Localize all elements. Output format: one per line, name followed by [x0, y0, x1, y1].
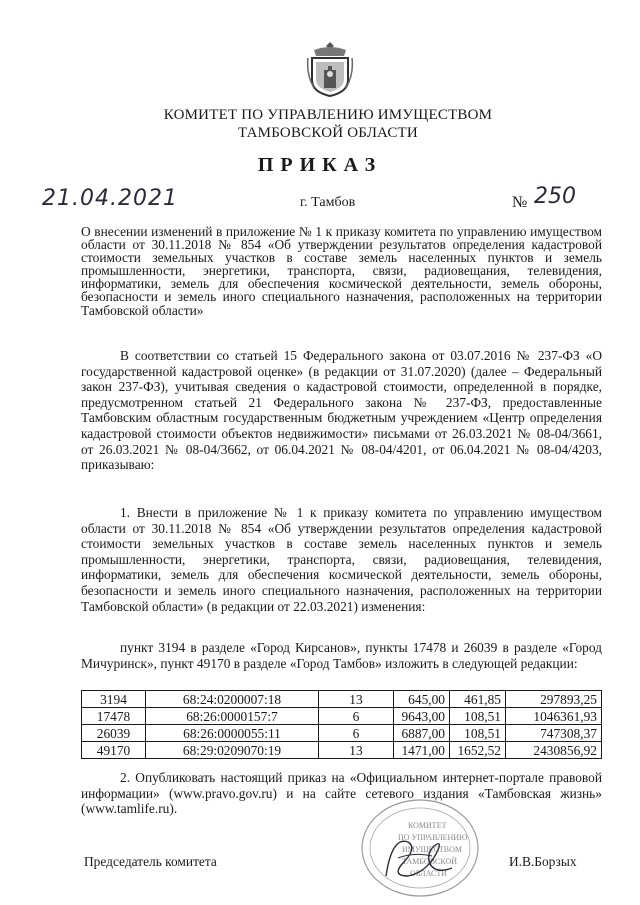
city: г. Тамбов: [300, 195, 356, 210]
table-cell: 68:29:0209070:19: [146, 742, 319, 759]
item-2-paragraph: 2. Опубликовать настоящий приказ на «Официальном интернет-портале правовой информации» (www.pravo.gov.ru) и на сайте сетевого издания «Тамбовская жизнь» (www.tamlife.ru).: [81, 770, 602, 817]
table-cell: 3194: [82, 691, 146, 708]
number-label: №: [512, 194, 528, 211]
table-cell: 26039: [82, 725, 146, 742]
table-row: [82, 742, 602, 759]
organization-name: КОМИТЕТ ПО УПРАВЛЕНИЮ ИМУЩЕСТВОМ: [163, 107, 493, 123]
table-cell: 68:24:0200007:18: [146, 691, 319, 708]
handwritten-date: 21.04.2021: [42, 186, 178, 211]
table-cell: 1471,00: [394, 742, 450, 759]
table-cell: 6: [319, 708, 394, 725]
item-1-paragraph: 1. Внести в приложение № 1 к приказу комитета по управлению имуществом области от 30.11.2018 № 854 «Об утверждении результатов определения кадастровой стоимости земельных участков в составе земель населенных пунктов и земель промышленности, энергетики, транспорта, связи, радиовещания, телевидения, информатики, земель для обеспечения космической деятельности, земель обороны, безопасности и земель иного специального назначения, расположенных на территории Тамбовской области» (в редакции от 22.03.2021) изменения:: [81, 505, 602, 614]
table-cell: 17478: [82, 708, 146, 725]
table-cell: 2430856,92: [506, 742, 602, 759]
table-cell: 49170: [82, 742, 146, 759]
table-cell: 9643,00: [394, 708, 450, 725]
preamble-section: [81, 348, 602, 473]
document-type-title: ПРИКАЗ: [257, 154, 383, 176]
official-seal-stamp: [358, 798, 482, 900]
cadastral-value-table: [81, 690, 602, 759]
item-1-section: [81, 505, 602, 614]
table-row: [82, 725, 602, 742]
table-cell: 747308,37: [506, 725, 602, 742]
svg-text:КОМИТЕТ: КОМИТЕТ: [408, 821, 447, 830]
svg-text:ТАМБОВСКОЙ: ТАМБОВСКОЙ: [402, 857, 458, 866]
preamble-paragraph: В соответствии со статьей 15 Федерального закона от 03.07.2016 № 237-ФЗ «О государственной кадастровой оценке» (в редакции от 31.07.2020) (далее – Федеральный закон 237-ФЗ), учитывая сведения о кадастровой стоимости, определенной в порядке, предусмотренном статьей 21 Федерального закона № 237-ФЗ, предоставленные Тамбовским областным государственным бюджетным учреждением «Центр определения кадастровой стоимости объектов недвижимости» письмами от 26.03.2021 № 08-04/3661, от 26.03.2021 № 08-04/3662, от 06.04.2021 № 08-04/4201, от 06.04.2021 № 08-04/4203, приказываю:: [81, 348, 602, 473]
signatory-name: И.В.Борзых: [509, 854, 577, 869]
table-row: [82, 691, 602, 708]
item-1-detail-paragraph: пункт 3194 в разделе «Город Кирсанов», пункты 17478 и 26039 в разделе «Город Мичуринск», пункт 49170 в разделе «Город Тамбов» изложить в следующей редакции:: [81, 640, 602, 671]
organization-region: ТАМБОВСКОЙ ОБЛАСТИ: [238, 125, 418, 141]
order-subject: О внесении изменений в приложение № 1 к приказу комитета по управлению имуществом области от 30.11.2018 № 854 «Об утверждении результатов определения кадастровой стоимости земельных участков в составе земель населенных пунктов и земель промышленности, энергетики, транспорта, связи, радиовещания, телевидения, информатики, земель для обеспечения космической деятельности, земель обороны, безопасности и земель иного специального назначения, расположенных на территории Тамбовской области»: [81, 224, 602, 318]
table-cell: 68:26:0000157:7: [146, 708, 319, 725]
table-cell: 6887,00: [394, 725, 450, 742]
table-cell: 108,51: [450, 708, 506, 725]
handwritten-number: 250: [534, 184, 576, 209]
table-cell: 13: [319, 691, 394, 708]
coat-of-arms-emblem: [306, 40, 354, 98]
table-cell: 461,85: [450, 691, 506, 708]
table-cell: 68:26:0000055:11: [146, 725, 319, 742]
svg-text:ОБЛАСТИ: ОБЛАСТИ: [410, 869, 447, 878]
item-1-detail-section: [81, 640, 602, 671]
table-cell: 13: [319, 742, 394, 759]
svg-text:ПО УПРАВЛЕНИЮ: ПО УПРАВЛЕНИЮ: [398, 833, 468, 842]
table-cell: 108,51: [450, 725, 506, 742]
item-2-section: [81, 770, 602, 817]
table-cell: 1046361,93: [506, 708, 602, 725]
table-cell: 6: [319, 725, 394, 742]
table-cell: 645,00: [394, 691, 450, 708]
table-cell: 1652,52: [450, 742, 506, 759]
svg-text:ИМУЩЕСТВОМ: ИМУЩЕСТВОМ: [402, 845, 462, 854]
table-row: [82, 708, 602, 725]
signatory-title: Председатель комитета: [84, 854, 217, 869]
table-cell: 297893,25: [506, 691, 602, 708]
